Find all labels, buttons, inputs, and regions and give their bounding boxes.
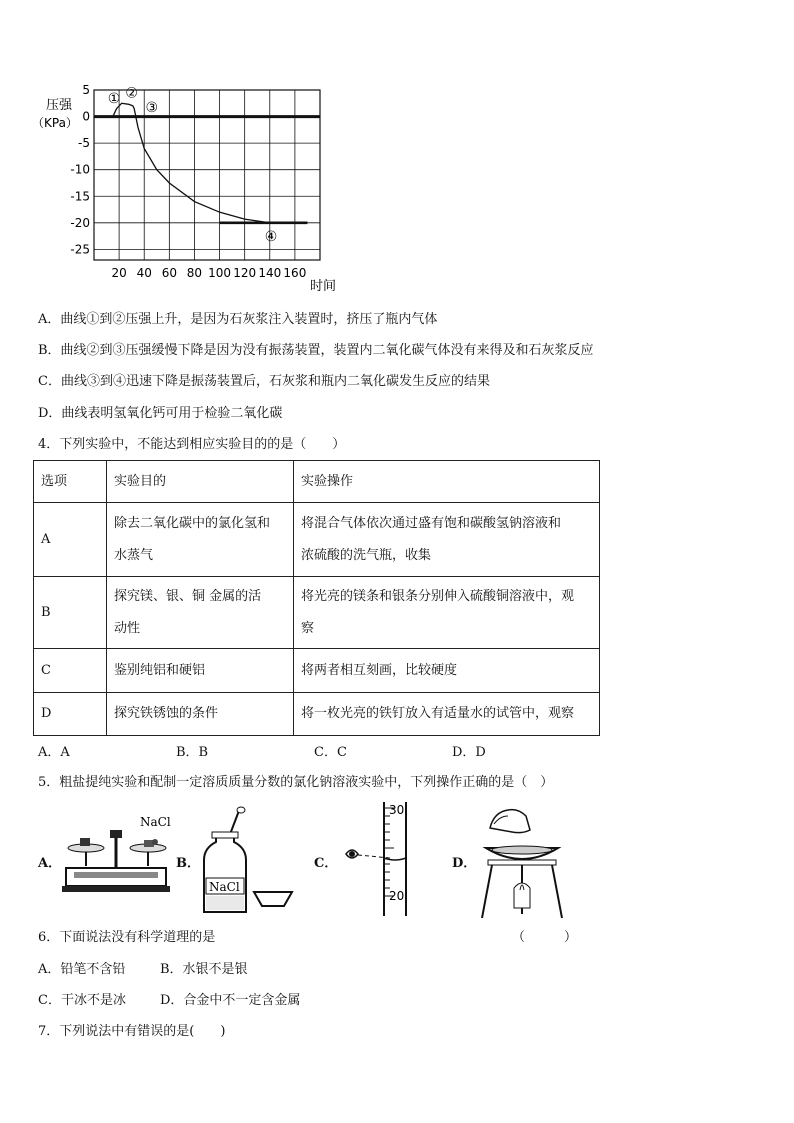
row-d-operation: 将一枚光亮的铁钉放入有适量水的试管中，观察 — [294, 693, 600, 736]
q3-option-b: B．曲线②到③压强缓慢下降是因为没有振荡装置，装置内二氧化碳气体没有来得及和石灰浆反应 — [38, 343, 594, 358]
chart-marker-layer — [108, 86, 278, 245]
q6-option-d: D．合金中不一定含金属 — [160, 993, 301, 1008]
chart-point-marker: ② — [125, 85, 138, 102]
chart-y-tick-label: -15 — [70, 189, 90, 204]
row-a-purpose: 除去二氧化碳中的氯化氢和 水蒸气 — [107, 503, 294, 577]
q3-option-d: D．曲线表明氢氧化钙可用于检验二氧化碳 — [38, 406, 283, 421]
q4-table — [33, 460, 600, 736]
chart-y-tick-label: 0 — [82, 109, 90, 124]
chart-x-tick-label: 120 — [233, 266, 257, 280]
row-c-operation: 将两者相互刻画，比较硬度 — [294, 649, 600, 693]
table-header-row — [34, 461, 600, 503]
header-option: 选项 — [34, 461, 107, 503]
q4-answer-b: B．B — [176, 745, 209, 760]
cylinder-bottom-mark: 20 — [389, 889, 405, 903]
chart-y-tick-label: -5 — [78, 136, 90, 151]
chart-y-unit: （KPa） — [32, 116, 78, 130]
chart-y-tick-label: 5 — [82, 83, 90, 97]
cylinder-top-mark: 30 — [389, 803, 405, 817]
chart-point-marker: ③ — [145, 100, 159, 116]
chart-x-tick-label: 100 — [208, 266, 232, 280]
chart-y-tick-label: -25 — [70, 242, 90, 257]
chart-series-line-0 — [94, 103, 307, 223]
chart-y-tick-label: -20 — [70, 215, 90, 230]
chart-x-tick-label: 60 — [161, 266, 177, 280]
reagent-bottle-figure — [196, 806, 306, 916]
q5-label-b: B． — [176, 856, 200, 871]
q4-answer-d: D．D — [452, 745, 486, 760]
q6-paren: （ ） — [512, 930, 578, 945]
row-c-option: C — [34, 649, 107, 693]
chart-x-tick-label: 40 — [136, 266, 152, 280]
chart-x-tick-label: 80 — [186, 266, 203, 280]
chart-y-label: 压强 — [46, 98, 73, 113]
chart-x-label: 时间 — [310, 279, 337, 294]
chart-curve-layer — [94, 103, 320, 223]
q3-option-a: A．曲线①到②压强上升，是因为石灰浆注入装置时，挤压了瓶内气体 — [38, 312, 438, 327]
table-row — [34, 649, 600, 693]
row-b-operation: 将光亮的镁条和银条分别伸入硫酸铜溶液中，观 察 — [294, 577, 600, 649]
q7-stem: 7．下列说法中有错误的是( ) — [38, 1024, 226, 1039]
header-purpose: 实验目的 — [107, 461, 294, 503]
q5-stem: 5．粗盐提纯实验和配制一定溶质质量分数的氯化钠溶液实验中，下列操作正确的是（ ） — [38, 775, 554, 790]
row-a-option: A — [34, 503, 107, 577]
chart-x-tick-label: 140 — [258, 266, 282, 280]
chart-x-tick-label: 160 — [283, 266, 307, 280]
bottle-nacl-label: NaCl — [209, 880, 240, 894]
chart-point-marker: ④ — [264, 229, 278, 246]
row-c-purpose: 鉴别纯铝和硬铝 — [107, 649, 294, 693]
table-row — [34, 693, 600, 736]
graduated-cylinder-figure — [336, 800, 426, 918]
q4-answer-c: C．C — [314, 745, 347, 760]
row-d-purpose: 探究铁锈蚀的条件 — [107, 693, 294, 736]
q4-answer-a: A．A — [38, 745, 70, 760]
balance-nacl-label: NaCl — [140, 815, 171, 829]
header-operation: 实验操作 — [294, 461, 600, 503]
q5-label-a: A． — [38, 856, 62, 871]
row-a-operation: 将混合气体依次通过盛有饱和碳酸氢钠溶液和 浓硫酸的洗气瓶，收集 — [294, 503, 600, 577]
chart-point-marker: ① — [107, 90, 121, 107]
row-b-purpose: 探究镁、银、铜 金属的活 动性 — [107, 577, 294, 649]
chart-tick-layer — [70, 83, 306, 280]
q6-option-c: C．干冰不是冰 — [38, 993, 126, 1008]
q3-option-c: C．曲线③到④迅速下降是振荡装置后，石灰浆和瓶内二氧化碳发生反应的结果 — [38, 374, 490, 389]
q5-label-d: D． — [452, 856, 477, 871]
chart-y-tick-label: -10 — [70, 162, 90, 177]
row-d-option: D — [34, 693, 107, 736]
chart-x-tick-label: 20 — [111, 266, 127, 280]
evaporation-figure — [474, 804, 570, 920]
q4-stem: 4．下列实验中，不能达到相应实验目的的是（ ） — [38, 437, 346, 452]
q6-option-a: A．铅笔不含铅 — [38, 962, 126, 977]
q5-label-c: C． — [314, 856, 338, 871]
row-b-option: B — [34, 577, 107, 649]
balance-figure — [60, 810, 172, 900]
q6-stem: 6．下面说法没有科学道理的是 — [38, 930, 216, 945]
table-row — [34, 577, 600, 649]
pressure-time-chart — [32, 82, 348, 294]
q6-option-b: B．水银不是银 — [160, 962, 248, 977]
table-row — [34, 503, 600, 577]
